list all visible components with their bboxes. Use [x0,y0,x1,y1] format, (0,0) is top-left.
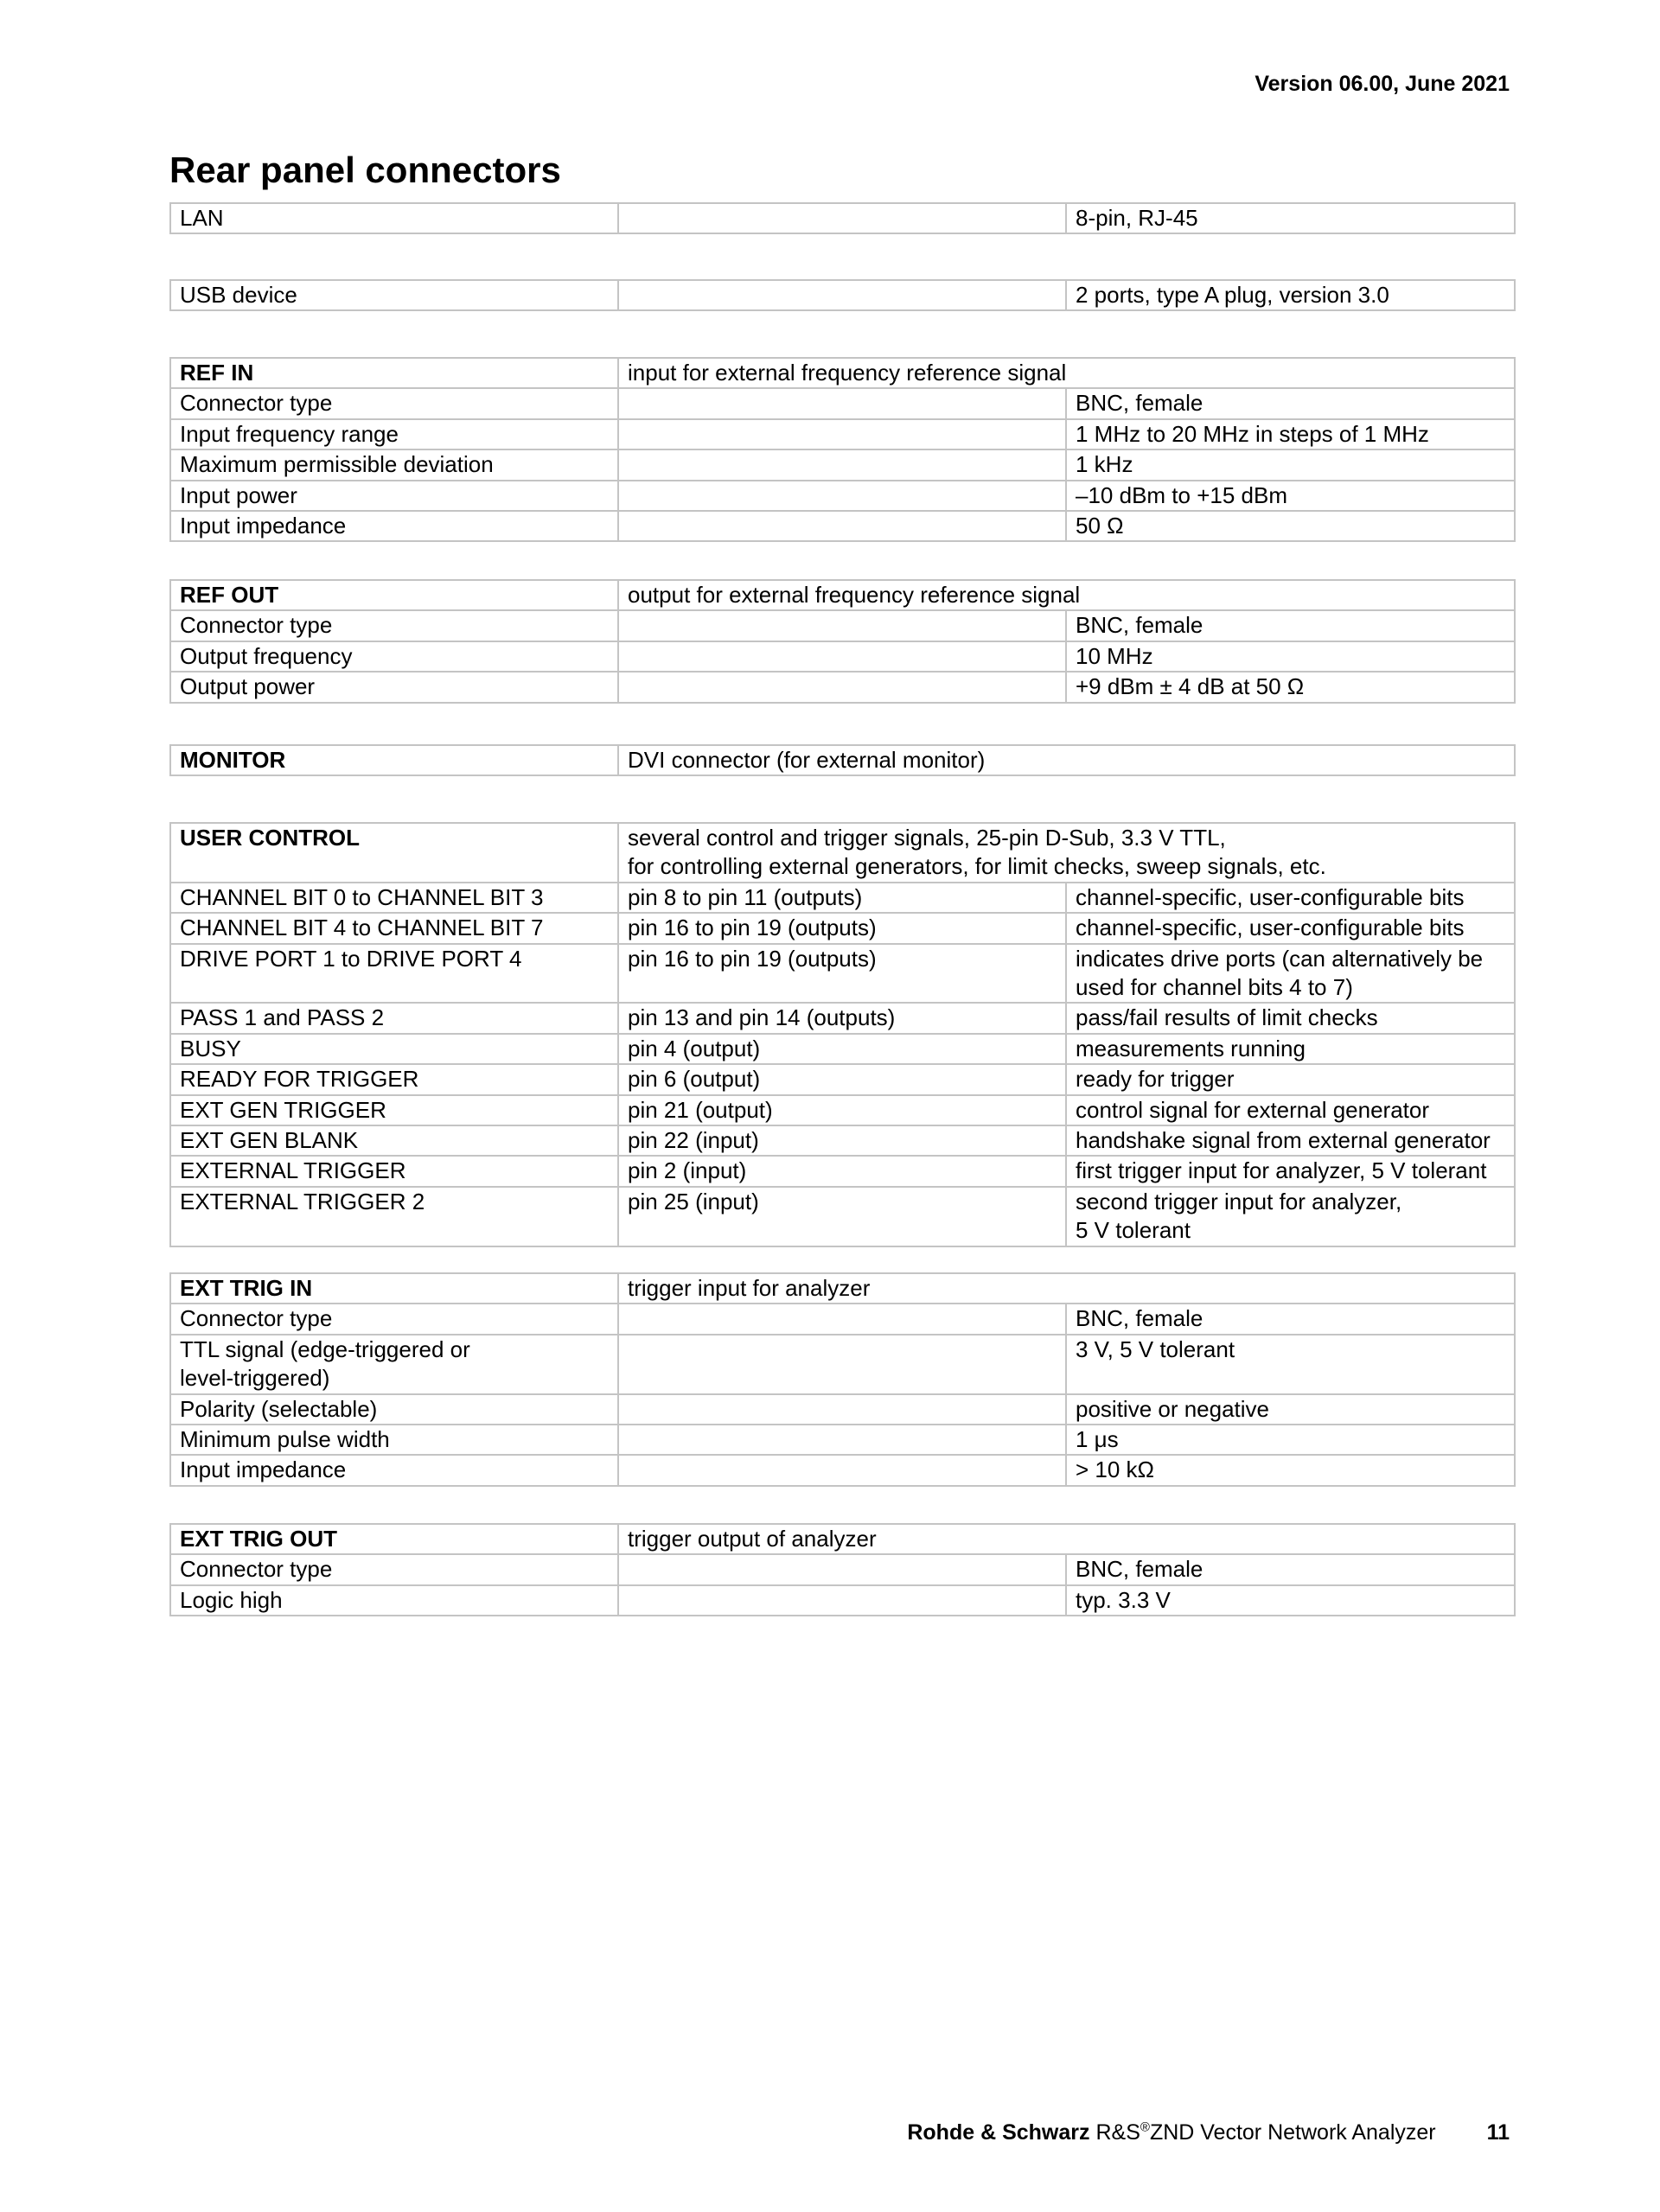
usb-table [169,279,1516,311]
user-control-table [169,822,1516,1247]
usb-value: 2 ports, type A plug, version 3.0 [1066,280,1515,310]
signal-pin: pin 22 (input) [618,1125,1066,1156]
signal-name: EXTERNAL TRIGGER 2 [170,1187,618,1246]
table-row [170,641,1515,672]
page-footer [907,2120,1510,2145]
lan-value: 8-pin, RJ-45 [1066,203,1515,233]
table-row [170,358,1515,388]
table-row [170,1304,1515,1334]
signal-name: DRIVE PORT 1 to DRIVE PORT 4 [170,944,618,1004]
signal-pin: pin 8 to pin 11 (outputs) [618,883,1066,913]
description-line: for controlling external generators, for limit checks, sweep signals, etc. [628,853,1326,880]
row-value: BNC, female [1066,610,1515,641]
row-value: positive or negative [1066,1394,1515,1425]
signal-description: pass/fail results of limit checks [1066,1003,1515,1033]
lan-table [169,202,1516,234]
table-row [170,913,1515,943]
ext-trig-out-heading: EXT TRIG OUT [170,1524,618,1554]
signal-pin: pin 6 (output) [618,1064,1066,1094]
ref-out-heading: REF OUT [170,580,618,610]
signal-description: ready for trigger [1066,1064,1515,1094]
signal-pin: pin 2 (input) [618,1156,1066,1186]
table-row [170,610,1515,641]
table-row [170,745,1515,775]
row-value: 1 μs [1066,1425,1515,1455]
table-row [170,823,1515,883]
table-row [170,1554,1515,1584]
signal-name: BUSY [170,1034,618,1064]
row-value: 1 MHz to 20 MHz in steps of 1 MHz [1066,419,1515,449]
row-label: Maximum permissible deviation [170,449,618,480]
row-label: Connector type [170,1304,618,1334]
table-row [170,449,1515,480]
table-row [170,672,1515,702]
monitor-table [169,744,1516,776]
row-value: > 10 kΩ [1066,1455,1515,1485]
table-row [170,1335,1515,1394]
table-row [170,1425,1515,1455]
row-value: 1 kHz [1066,449,1515,480]
table-row [170,1034,1515,1064]
table-row [170,1125,1515,1156]
user-control-description [618,823,1515,883]
ext-trig-in-description: trigger input for analyzer [618,1273,1515,1304]
table-row [170,511,1515,541]
row-label: Connector type [170,1554,618,1584]
table-row [170,580,1515,610]
description-line: indicates drive ports (can alternatively be [1076,945,1484,972]
table-row [170,388,1515,418]
usb-description [618,280,1066,310]
table-row [170,1524,1515,1554]
description-line: several control and trigger signals, 25-pin D-Sub, 3.3 V TTL, [628,825,1226,851]
signal-description: handshake signal from external generator [1066,1125,1515,1156]
row-label: Output power [170,672,618,702]
signal-name: EXT GEN BLANK [170,1125,618,1156]
table-row [170,1064,1515,1094]
row-value: –10 dBm to +15 dBm [1066,481,1515,511]
signal-pin: pin 25 (input) [618,1187,1066,1246]
footer-brand: Rohde & Schwarz [907,2120,1090,2145]
table-row [170,1273,1515,1304]
ref-out-table [169,579,1516,704]
table-row [170,1455,1515,1485]
row-label: Minimum pulse width [170,1425,618,1455]
row-label: Input impedance [170,1455,618,1485]
signal-pin: pin 13 and pin 14 (outputs) [618,1003,1066,1033]
table-row [170,1187,1515,1246]
lan-description [618,203,1066,233]
row-value: +9 dBm ± 4 dB at 50 Ω [1066,672,1515,702]
ref-in-description: input for external frequency reference signal [618,358,1515,388]
signal-name: CHANNEL BIT 0 to CHANNEL BIT 3 [170,883,618,913]
row-value: BNC, female [1066,1304,1515,1334]
signal-description [1066,944,1515,1004]
footer-product: ZND Vector Network Analyzer [1149,2120,1436,2145]
row-value: BNC, female [1066,1554,1515,1584]
registered-mark: ® [1140,2120,1150,2135]
footer-product-prefix: R&S [1095,2120,1140,2145]
row-label: Polarity (selectable) [170,1394,618,1425]
table-row [170,1003,1515,1033]
monitor-description: DVI connector (for external monitor) [618,745,1515,775]
row-label: Input power [170,481,618,511]
label-line: level-triggered) [180,1365,330,1392]
table-row [170,1156,1515,1186]
usb-label: USB device [170,280,618,310]
signal-description: control signal for external generator [1066,1095,1515,1125]
ext-trig-in-heading: EXT TRIG IN [170,1273,618,1304]
row-value: 10 MHz [1066,641,1515,672]
row-label [170,1335,618,1394]
ref-in-table [169,357,1516,542]
signal-name: EXTERNAL TRIGGER [170,1156,618,1186]
table-row [170,944,1515,1004]
table-row [170,1585,1515,1616]
signal-pin: pin 16 to pin 19 (outputs) [618,913,1066,943]
row-label: Connector type [170,388,618,418]
signal-description: measurements running [1066,1034,1515,1064]
description-line: 5 V tolerant [1076,1217,1191,1244]
ext-trig-out-table [169,1523,1516,1616]
section-title: Rear panel connectors [169,150,561,190]
signal-name: PASS 1 and PASS 2 [170,1003,618,1033]
signal-pin: pin 4 (output) [618,1034,1066,1064]
row-label: Input impedance [170,511,618,541]
table-row [170,481,1515,511]
table-row [170,419,1515,449]
user-control-heading: USER CONTROL [170,823,618,883]
signal-name: EXT GEN TRIGGER [170,1095,618,1125]
page-number: 11 [1486,2120,1510,2145]
table-row [170,203,1515,233]
signal-description: channel-specific, user-configurable bits [1066,883,1515,913]
table-row [170,883,1515,913]
row-label: Input frequency range [170,419,618,449]
ext-trig-out-description: trigger output of analyzer [618,1524,1515,1554]
table-row [170,1095,1515,1125]
lan-label: LAN [170,203,618,233]
description-line: used for channel bits 4 to 7) [1076,974,1353,1001]
document-version: Version 06.00, June 2021 [1255,72,1510,96]
row-value: 50 Ω [1066,511,1515,541]
signal-pin: pin 21 (output) [618,1095,1066,1125]
ext-trig-in-table [169,1272,1516,1487]
ref-out-description: output for external frequency reference signal [618,580,1515,610]
label-line: TTL signal (edge-triggered or [180,1335,470,1362]
signal-name: CHANNEL BIT 4 to CHANNEL BIT 7 [170,913,618,943]
signal-pin: pin 16 to pin 19 (outputs) [618,944,1066,1004]
signal-name: READY FOR TRIGGER [170,1064,618,1094]
description-line: second trigger input for analyzer, [1076,1188,1402,1214]
row-label: Output frequency [170,641,618,672]
row-label: Logic high [170,1585,618,1616]
table-row [170,1394,1515,1425]
row-value: typ. 3.3 V [1066,1585,1515,1616]
signal-description: first trigger input for analyzer, 5 V tolerant [1066,1156,1515,1186]
signal-description: channel-specific, user-configurable bits [1066,913,1515,943]
ref-in-heading: REF IN [170,358,618,388]
table-row [170,280,1515,310]
row-value: 3 V, 5 V tolerant [1066,1335,1515,1394]
row-label: Connector type [170,610,618,641]
row-value: BNC, female [1066,388,1515,418]
monitor-heading: MONITOR [170,745,618,775]
signal-description [1066,1187,1515,1246]
